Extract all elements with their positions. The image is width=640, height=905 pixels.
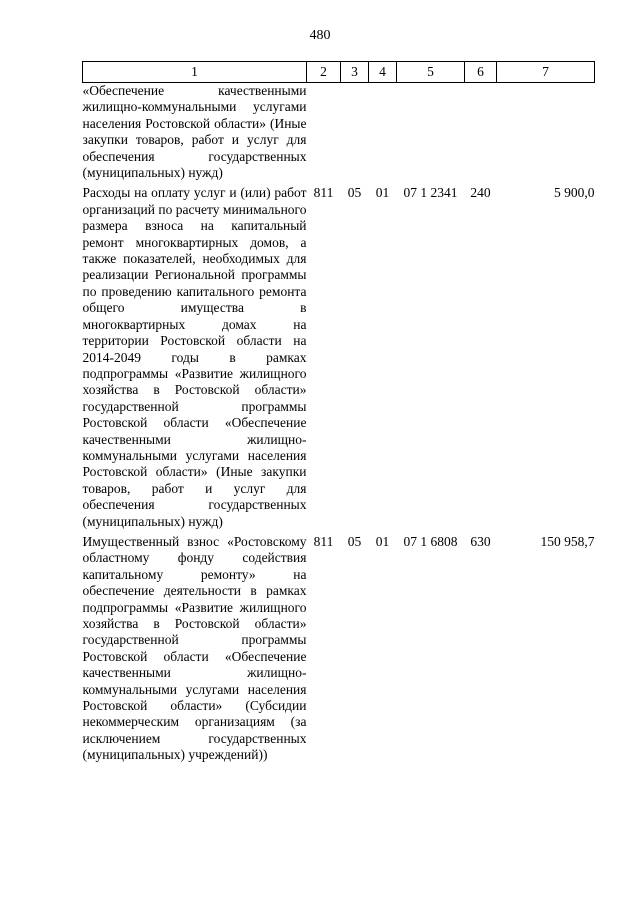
column-header-1: 1: [83, 62, 307, 83]
column-header-2: 2: [307, 62, 341, 83]
cell-expense-type: 240: [470, 185, 491, 201]
cell-admin-code: 811: [313, 533, 334, 549]
cell-subsection: 01: [375, 185, 390, 201]
row-description: Расходы на оплату услуг и (или) работ организаций по расчету минимального размера взноса на капитальный ремонт многоквартирных домов, а также показателей, необходимых для реализации Региональной программы по проведению капитального ремонта общего имущества в многоквартирных домах на территории Ростовской области на 2014-2049 годы в рамках подпрограммы «Развитие жилищного хозяйства в Ростовской области» государственной программы Ростовской области «Обеспечение качественными жилищно-коммунальными услугами населения Ростовской области» (Иные закупки товаров, работ и услуг для обеспечения государственных (муниципальных) нужд): [82, 185, 307, 529]
cell-target-item: 07 1 6808: [403, 533, 458, 549]
budget-table: [82, 61, 595, 766]
table-row: [83, 532, 595, 766]
cell-amount: [497, 83, 595, 184]
row-description: «Обеспечение качественными жилищно-коммунальными услугами населения Ростовской области» (Иные закупки товаров, работ и услуг для обеспечения государственных (муниципальных) нужд): [82, 83, 307, 181]
column-header-4: 4: [369, 62, 397, 83]
cell-section: [341, 83, 369, 184]
cell-subsection: 01: [375, 533, 390, 549]
cell-expense-type: 630: [470, 533, 491, 549]
cell-target-item: 07 1 2341: [403, 185, 458, 201]
cell-section: 05: [347, 185, 362, 201]
page-number: 480: [309, 28, 331, 43]
cell-subsection: [369, 83, 397, 184]
cell-admin-code: [307, 83, 341, 184]
cell-section: 05: [347, 533, 362, 549]
column-header-6: 6: [465, 62, 497, 83]
column-header-5: 5: [397, 62, 465, 83]
table-row: [83, 183, 595, 532]
cell-amount: 150 958,7: [540, 533, 595, 549]
table-row: [83, 83, 595, 184]
column-header-7: 7: [497, 62, 595, 83]
cell-amount: 5 900,0: [554, 185, 595, 201]
cell-target-item: [397, 83, 465, 184]
cell-expense-type: [465, 83, 497, 184]
row-description: Имущественный взнос «Ростовскому областному фонду содействия капитальному ремонту» на обеспечение деятельности в рамках подпрограммы «Развитие жилищного хозяйства в Ростовской области» государственной программы Ростовской области «Обеспечение качественными жилищно-коммунальными услугами населения Ростовской области» (Субсидии некоммерческим организациям (за исключением государственных (муниципальных) учреждений)): [82, 533, 307, 763]
table-header-row: [83, 62, 595, 83]
cell-admin-code: 811: [313, 185, 334, 201]
column-header-3: 3: [341, 62, 369, 83]
